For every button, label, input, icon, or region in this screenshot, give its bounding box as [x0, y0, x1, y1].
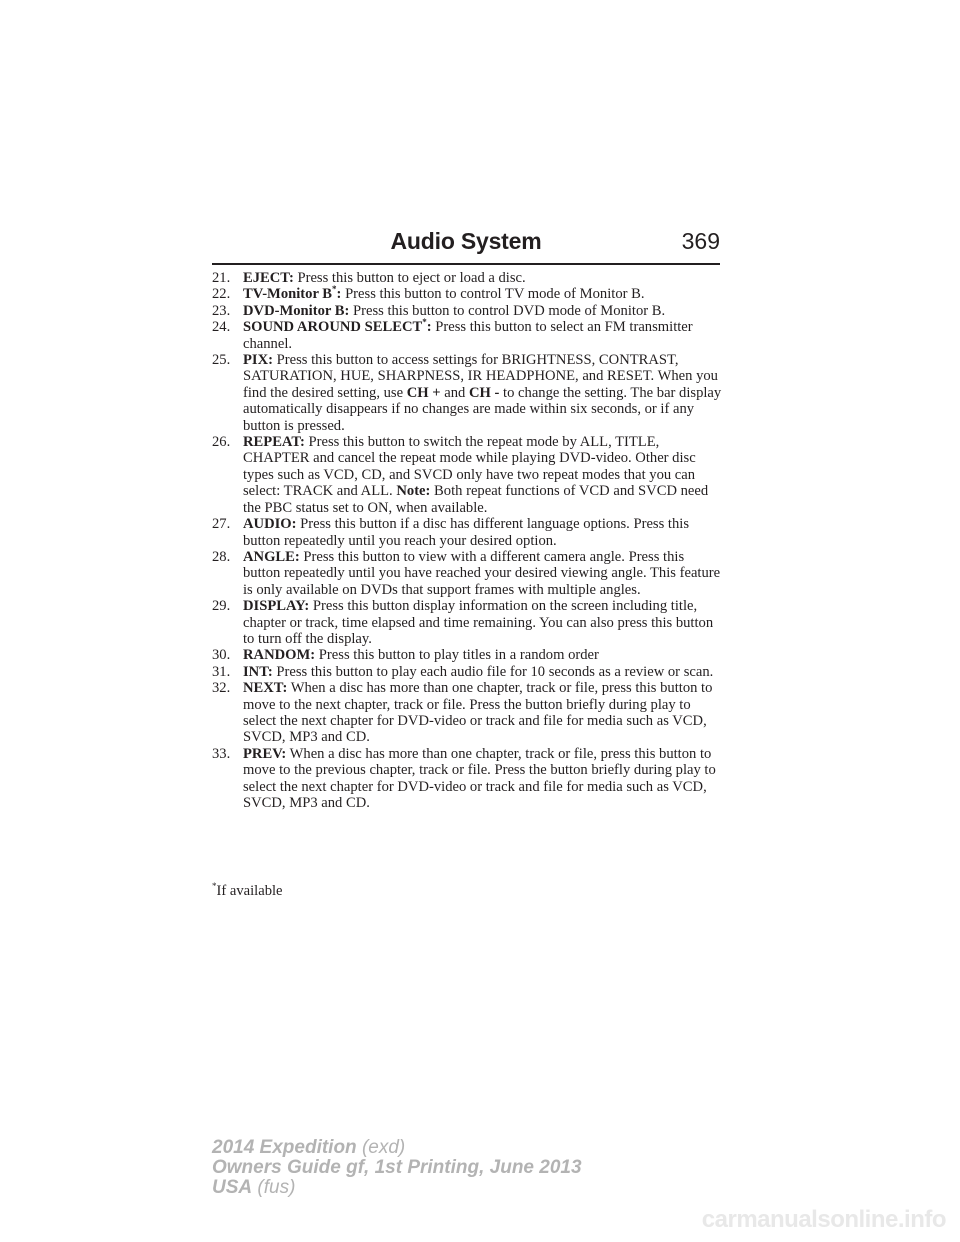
item-number: 32. — [212, 680, 231, 697]
list-item — [212, 352, 722, 434]
section-title: Audio System — [390, 228, 542, 254]
item-term: REPEAT: — [243, 434, 305, 451]
item-text: Press this button to select an FM transmitter channel. — [243, 319, 693, 352]
list-item — [212, 598, 722, 647]
item-number: 33. — [212, 745, 231, 762]
list-item — [212, 549, 722, 598]
item-number: 31. — [212, 663, 231, 680]
item-number: 22. — [212, 286, 231, 303]
item-number: 27. — [212, 516, 231, 533]
watermark: carmanualsonline.info — [701, 1206, 946, 1233]
item-text-tail: to change the setting. The bar display automatically disappears if no changes are made within six seconds, or if any button is pressed. — [243, 384, 722, 434]
item-term: DVD-Monitor B: — [243, 302, 350, 319]
footnote — [212, 883, 283, 900]
item-text: When a disc has more than one chapter, track or file, press this button to move to the next chapter, track or file. Press the button briefly during play to select the next chapter for DVD-video or track and file for media such as VCD, SVCD, MP3 and CD. — [243, 680, 713, 746]
footer-region: USA — [212, 1177, 253, 1198]
item-number: 21. — [212, 270, 231, 286]
list-item — [212, 680, 722, 746]
item-number: 29. — [212, 598, 231, 615]
note-text: Both repeat functions of VCD and SVCD need the PBC status set to ON, when available. — [243, 483, 709, 516]
ch-minus-label: CH - — [468, 384, 500, 401]
item-term: EJECT: — [243, 270, 294, 286]
item-number: 28. — [212, 548, 231, 565]
footer-region-code: (fus) — [252, 1177, 296, 1198]
item-number: 24. — [212, 319, 231, 336]
item-number: 30. — [212, 647, 231, 664]
item-text: Press this button to control DVD mode of Monitor B. — [349, 302, 666, 319]
item-text: Press this button if a disc has different language options. Press this button repeatedly until you reach your desired option. — [243, 516, 690, 549]
list-item — [212, 319, 722, 352]
item-text: Press this button to play each audio file for 10 seconds as a review or scan. — [272, 663, 714, 680]
list-item — [212, 270, 722, 286]
footer-model: 2014 Expedition — [212, 1137, 357, 1158]
item-text: Press this button to eject or load a disc. — [293, 270, 526, 286]
list-item — [212, 286, 722, 302]
item-term: RANDOM: — [243, 647, 316, 664]
footnote-mark: * — [332, 284, 337, 295]
item-text: Press this button to access settings for BRIGHTNESS, CONTRAST, SATURATION, HUE, SHARPNESS, IR HEADPHONE, and RESET. When you find the desired setting, use — [243, 352, 718, 401]
item-text: Press this button display information on the screen including title, chapter or track, time elapsed and time remaining. You can also press this button to turn off the display. — [243, 598, 714, 647]
footnote-text: If available — [216, 883, 283, 899]
item-number: 25. — [212, 352, 231, 369]
item-term: INT: — [243, 663, 273, 680]
item-text-and: and — [440, 384, 469, 401]
note-label: Note: — [396, 483, 431, 500]
list-item — [212, 516, 722, 549]
item-text: Press this button to view with a different camera angle. Press this button repeatedly until you have reached your desired viewing angle. This feature is only available on DVDs that support frames with multiple angles. — [243, 548, 721, 598]
list-item — [212, 664, 722, 680]
item-text: Press this button to play titles in a random order — [315, 647, 599, 664]
list-item — [212, 303, 722, 319]
page-number: 369 — [681, 228, 720, 254]
list-item — [212, 746, 722, 812]
item-text: Press this button to switch the repeat mode by ALL, TITLE, CHAPTER and cancel the repeat mode while playing DVD-video. Other disc types such as VCD, CD, and SVCD only have two repeat modes that you can select: TRACK and ALL. — [243, 434, 696, 500]
list-item — [212, 434, 722, 516]
item-number: 26. — [212, 434, 231, 451]
item-term: AUDIO: — [243, 516, 297, 533]
print-footer — [212, 1138, 582, 1198]
item-text: Press this button to control TV mode of Monitor B. — [341, 286, 645, 303]
item-term: PIX: — [243, 352, 273, 369]
header-rule — [212, 263, 720, 265]
page-header — [212, 228, 720, 258]
item-number: 23. — [212, 302, 231, 319]
footnote-mark: * — [422, 317, 427, 328]
item-term: TV-Monitor B*: — [243, 284, 342, 303]
footnote-mark: * — [212, 881, 217, 892]
item-term: ANGLE: — [243, 548, 300, 565]
item-text: When a disc has more than one chapter, track or file, press this button to move to the previous chapter, track or file. Press the button briefly during play to select the next chapter for DVD-video or track and file for media such as VCD, SVCD, MP3 and CD. — [243, 745, 716, 811]
item-term: PREV: — [243, 745, 287, 762]
list-item — [212, 647, 722, 663]
item-term: DISPLAY: — [243, 598, 310, 615]
item-term: SOUND AROUND SELECT*: — [243, 317, 432, 336]
item-list — [212, 270, 722, 811]
item-term: NEXT: — [243, 680, 288, 697]
ch-plus-label: CH + — [406, 384, 441, 401]
footer-model-code: (exd) — [356, 1137, 406, 1158]
footer-guide: Owners Guide gf, 1st Printing, June 2013 — [212, 1157, 582, 1178]
